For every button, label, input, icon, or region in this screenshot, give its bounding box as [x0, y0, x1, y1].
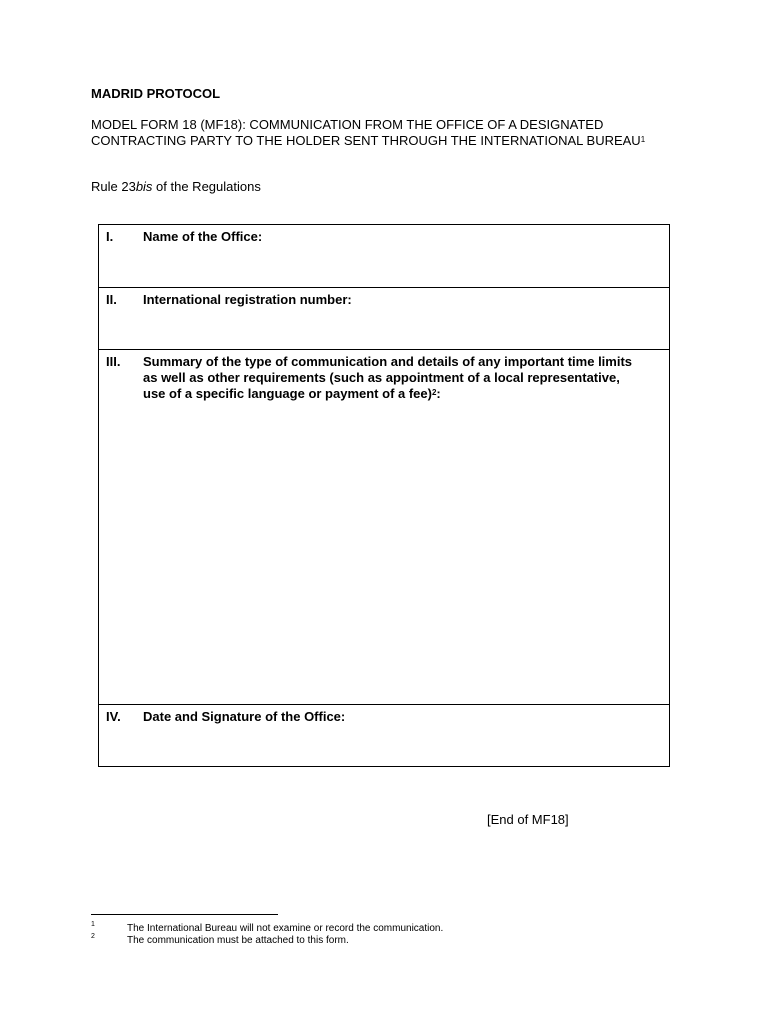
- rule-suffix: of the Regulations: [152, 179, 261, 194]
- row-number: II.: [106, 292, 117, 307]
- form-table: [98, 224, 670, 767]
- row-number: IV.: [106, 709, 121, 724]
- footnote-ref-2: 2: [431, 388, 437, 397]
- form-row-communication-summary[interactable]: [99, 350, 669, 705]
- rule-prefix: Rule 23: [91, 179, 136, 194]
- rule-italic: bis: [135, 179, 153, 194]
- row-label-text: Summary of the type of communication and details of any important time limits as well as other requirements (such as appointment of a local representative, use of a specific language or payment of a fee): [143, 354, 633, 401]
- footnote-text: The communication must be attached to this form.: [127, 935, 349, 946]
- row-label-suffix: :: [436, 386, 441, 401]
- footnote-ref-1: 1: [640, 135, 646, 144]
- row-number: III.: [106, 354, 121, 369]
- form-title-text: MODEL FORM 18 (MF18): COMMUNICATION FROM THE OFFICE OF A DESIGNATED CONTRACTING PARTY TO THE HOLDER SENT THROUGH THE INTERNATIONAL BUREAU: [91, 117, 641, 148]
- footnote-number: 1: [91, 921, 95, 928]
- row-number: I.: [106, 229, 114, 244]
- row-label: [143, 354, 643, 402]
- end-of-form-note: [End of MF18]: [487, 812, 569, 827]
- row-label: International registration number:: [143, 292, 352, 307]
- form-row-date-signature[interactable]: [99, 705, 669, 767]
- form-title: [91, 117, 681, 149]
- form-row-office-name[interactable]: [99, 225, 669, 288]
- document-heading: MADRID PROTOCOL: [91, 86, 221, 101]
- form-row-registration-number[interactable]: [99, 288, 669, 350]
- footnote-divider: [91, 914, 278, 915]
- regulation-reference: [91, 179, 261, 194]
- row-label: Name of the Office:: [143, 229, 263, 244]
- row-label: Date and Signature of the Office:: [143, 709, 346, 724]
- footnote-text: The International Bureau will not examine or record the communication.: [127, 923, 444, 934]
- footnote-number: 2: [91, 933, 95, 940]
